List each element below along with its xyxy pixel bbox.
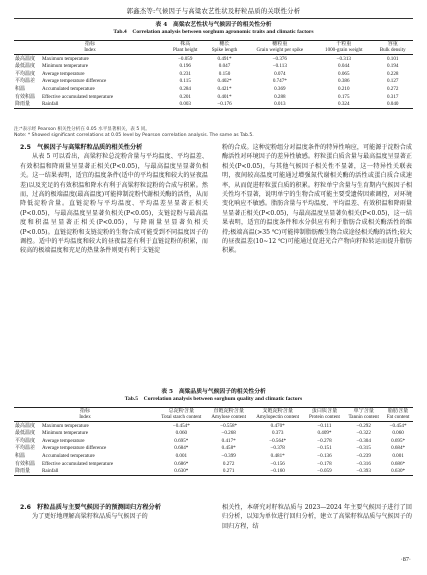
table4-header-row <box>14 41 413 55</box>
table-cell: −0.316 <box>356 460 371 467</box>
t5-row-label <box>14 445 156 453</box>
table-cell: 0.401* <box>217 93 232 100</box>
section25-heading: 2.5 气候因子与高粱籽粒品质的相关性分析 <box>20 144 143 151</box>
table-row <box>14 467 413 475</box>
table-cell: 0.231 <box>179 70 191 77</box>
table-cell: 0.065 <box>338 70 350 77</box>
t5-column-header <box>207 408 251 422</box>
table-cell: 0.630* <box>383 467 413 475</box>
table-cell: −0.059 <box>305 467 345 475</box>
table-cell: 0.201 <box>179 93 191 100</box>
table-cell: −0.136 <box>317 453 332 459</box>
t4-column-header-zh: 穗粒重 <box>272 40 288 47</box>
table-cell: 0.210 <box>338 86 350 92</box>
table-cell: 0.272 <box>222 460 235 467</box>
row-label-en: Maximum temperature <box>42 422 89 429</box>
row-label-en: Rainfall <box>42 468 59 475</box>
table-row <box>14 445 413 453</box>
t4-row-label <box>14 55 166 63</box>
table-cell: 0.284 <box>179 86 191 92</box>
t4-row-label <box>14 85 166 93</box>
table-cell: −0.268 <box>221 430 236 437</box>
table-cell: 0.695* <box>174 437 189 444</box>
row-label-zh: 降雨量 <box>15 468 31 475</box>
t5-column-header-en: Amylopectin content <box>256 413 300 420</box>
table-cell: 0.175 <box>338 93 350 100</box>
section25-paragraph-cont: 粉的合成。这种淀粉组分对温度条件的特异性响应，可能源于淀粉合成酶活性对环境因子的差异性敏感。籽粒蛋白质含量与最高温度呈显著正相关(P<0.05)，与其他气候因子相关性不显著，这一特异性关联表明，夜间较高温度可能通过增强氮代谢相关酶的活性或蛋白质合成速率，从而促进籽粒蛋白质的积累。籽粒单宁含量与生育期内气候因子相关性均不显著，说明单宁的生物合成可能主要受遗传因素调控，对环境变化响应不敏感。脂肪含量与平均温度、平均温差、有效积温和降雨量呈显著正相关(P<0.05)，与最高温度呈显著负相关(P<0.05)，这一结果表明，适宜的温度条件和水分供应有利于脂肪合成相关酶活性的维持;极端高温(>35 ℃)可能抑制脂肪酸生物合成途径相关酶的活性;较大的昼夜温差(10~12 ℃)可能通过促进光合产物向籽粒转运而提升脂肪积累。 <box>222 144 412 255</box>
row-label-en: Average temperature difference <box>42 78 107 85</box>
table-cell: −0.454* <box>172 422 190 429</box>
table-cell: 0.458* <box>221 445 236 452</box>
table-row <box>14 63 413 71</box>
table-cell: 0.470* <box>270 422 285 429</box>
t4-row-label <box>14 70 166 78</box>
table-row <box>14 460 413 468</box>
row-label-en: Effective accumulated temperature <box>42 460 114 467</box>
table-row <box>14 437 413 445</box>
header-rule <box>14 18 413 19</box>
section26-paragraph-cont: 相关性，本研究对籽粒品质与 2023—2024 年主要气候因子进行了回归分析，以知为单位进行回归分析，建立了高粱籽粒品质与气候因子的回归方程，结 <box>222 504 412 530</box>
t4-column-header-en: Bulk density <box>379 46 406 53</box>
row-label-zh: 最高温度 <box>15 55 36 62</box>
table-cell: 0.324 <box>315 100 372 108</box>
table5 <box>14 407 413 476</box>
table-row <box>14 85 413 93</box>
table-cell: −0.393 <box>344 467 383 475</box>
table4-note-zh: 注:*表示经 Pearson 相关性分析在 0.05 水平显著相关，表 5 同。 <box>14 127 150 132</box>
table-cell: 0.101 <box>386 55 399 62</box>
running-header: 郭鑫杰等:气候因子与高粱农艺性状及籽粒品质的关联性分析 <box>126 7 301 15</box>
table4-caption <box>14 22 413 36</box>
t5-column-header <box>305 408 345 422</box>
row-label-zh: 平均温度 <box>15 437 36 444</box>
table-cell: 0.684* <box>174 445 189 452</box>
t4-column-header-en: Grain weight per spike <box>256 46 304 53</box>
table4-note <box>14 127 254 139</box>
table-row <box>14 93 413 101</box>
t4-row-label <box>14 100 166 108</box>
table4-caption-en: Tab.4 Correlation analysis between sorghum agronomic traits and climatic factors <box>113 29 314 35</box>
row-label-en: Minimum temperature <box>42 430 88 437</box>
section26-paragraph: 为了更好地理解高粱籽粒品质与气候因子的 <box>32 513 148 521</box>
table5-caption-en: Tab.5 Correlation analysis between sorghum quality and climatic factors <box>124 396 303 402</box>
t4-column-header-en: Plant height <box>172 46 198 53</box>
table-cell: −0.315 <box>356 445 371 452</box>
t5-row-label <box>14 422 156 430</box>
table-cell: −0.178 <box>317 460 332 467</box>
table-cell: −0.239 <box>356 453 371 459</box>
row-label-en: Rainfall <box>42 101 59 108</box>
row-label-zh: 平均温差 <box>15 445 36 452</box>
section26-right-column <box>222 503 412 531</box>
table-cell: −0.292 <box>356 422 371 429</box>
table-cell: −0.113 <box>272 63 287 70</box>
table5-index-en: Index <box>79 413 91 420</box>
table4-note-en: Note: * Showed significant correlations at 0.05 level by Pearson correlation analysis. The same as Tab.5. <box>14 133 254 138</box>
table4-body <box>14 55 413 109</box>
table-cell: −0.558* <box>220 422 238 429</box>
t5-column-header <box>251 408 305 422</box>
table-cell: 0.684* <box>391 445 406 452</box>
table-cell: −0.399 <box>221 453 236 459</box>
t4-row-label <box>14 93 166 101</box>
t5-column-header <box>344 408 383 422</box>
page-number: ·87· <box>400 556 411 563</box>
table-cell: 0.272 <box>386 86 399 92</box>
table-cell: 0.074 <box>274 70 286 77</box>
table-cell: 0.060 <box>392 430 404 437</box>
t5-column-header-en: Fat content <box>386 413 410 420</box>
table-cell: 0.417* <box>221 437 236 444</box>
table-cell: −0.156 <box>270 460 285 467</box>
t4-row-label <box>14 78 166 86</box>
t4-column-header <box>372 41 413 55</box>
table5-caption-zh: 表 5 高粱品质与气候因子的相关性分析 <box>161 389 266 395</box>
t5-column-header <box>383 408 413 422</box>
table-cell: 0.228 <box>386 70 399 77</box>
table4-index-header <box>14 41 166 55</box>
table-cell: 0.630* <box>156 467 207 475</box>
table-cell: −0.313 <box>336 55 351 62</box>
t5-column-header-zh: 总淀粉含量 <box>168 407 195 414</box>
t4-column-header-zh: 千粒重 <box>336 40 352 47</box>
table4 <box>14 40 413 109</box>
table-cell: 0.369 <box>274 86 286 92</box>
row-label-en: Average temperature <box>42 70 85 77</box>
table-cell: 0.491* <box>217 55 232 62</box>
table-cell: 0.686* <box>391 460 406 467</box>
table-cell: 0.047 <box>218 63 231 70</box>
row-label-zh: 平均温差 <box>15 78 36 85</box>
table-cell: 0.288 <box>274 93 286 100</box>
table-cell: 0.481* <box>270 453 285 459</box>
table-cell: −0.304 <box>356 437 371 444</box>
table-cell: 0.044 <box>338 63 350 70</box>
row-label-zh: 最低温度 <box>15 430 36 437</box>
table-row <box>14 70 413 78</box>
table-cell: 0.373 <box>271 430 284 437</box>
table-cell: −0.564* <box>269 437 287 444</box>
row-label-zh: 积温 <box>15 453 26 459</box>
row-label-zh: 最低温度 <box>15 63 36 70</box>
table-cell: 0.001 <box>175 453 188 459</box>
table-cell: 0.003 <box>166 100 204 108</box>
t4-column-header <box>166 41 204 55</box>
table-cell: 0.386 <box>338 78 350 85</box>
table4-index-zh: 指标 <box>84 40 96 47</box>
table5-index-zh: 指标 <box>79 407 91 414</box>
table-cell: −0.176 <box>204 100 244 108</box>
table-cell: −0.111 <box>317 422 332 429</box>
table-cell: 0.271 <box>207 467 251 475</box>
section25-paragraph: 从表 5 可以看出，高粱籽粒总淀粉含量与平均温度、平均温差、有效积温和降雨量呈显著正相关(P<0.05)，与最高温度呈显著负相关。这一结果表明，适宜的温度条件(适中的平均温度和较大的昼夜温差)以及充足的有效积温和降水有利于高粱籽粒淀粉的合成与积累。然而，过高的极端温度(最高温度)可能抑制淀粉代谢相关酶的活性，从而降低淀粉含量。直链淀粉与平均温度、平均温差呈显著正相关(P<0.05)，与最高温度呈显著负相关(P<0.05)，支链淀粉与最高温度和积温呈显著正相关(P<0.05)，与降雨量呈显著负相关(P<0.05)。直链淀粉和支链淀粉的生物合成可能受到不同温度因子的调控。适中的平均温度和较大的昼夜温差有利于直链淀粉的积累，而较高的极端温度和充足的热量条件则更有利于支链淀 <box>20 153 208 255</box>
t4-column-header <box>204 41 244 55</box>
section26-left-column <box>20 503 208 522</box>
row-label-en: Minimum temperature <box>42 63 88 70</box>
table-cell: 0.060 <box>175 430 188 437</box>
t5-row-label <box>14 467 156 475</box>
table-cell: −0.160 <box>251 467 305 475</box>
row-label-zh: 积温 <box>15 86 26 92</box>
row-label-zh: 平均温度 <box>15 70 36 77</box>
t4-column-header-zh: 穗长 <box>219 40 230 47</box>
t4-column-header <box>315 41 372 55</box>
table-cell: 0.013 <box>245 100 316 108</box>
t5-column-header-zh: 脂肪含量 <box>387 407 409 414</box>
row-label-en: Average temperature <box>42 437 85 444</box>
row-label-zh: 有效积温 <box>15 460 36 467</box>
table-cell: 0.001 <box>392 453 404 459</box>
t5-column-header-en: Protein content <box>308 413 340 420</box>
table-cell: 0.194 <box>386 63 399 70</box>
row-label-en: Maximum temperature <box>42 55 89 62</box>
t4-row-label <box>14 63 166 71</box>
table4-index-en: Index <box>84 46 96 53</box>
table-row <box>14 100 413 108</box>
t5-column-header-en: Amylose content <box>211 413 246 420</box>
table-cell: 0.115 <box>179 78 191 85</box>
table-row <box>14 430 413 438</box>
table-cell: 0.695* <box>391 437 406 444</box>
row-label-en: Average temperature difference <box>42 445 107 452</box>
table-cell: 0.127 <box>386 78 399 85</box>
table-row <box>14 422 413 430</box>
t5-column-header-zh: 支链淀粉含量 <box>262 407 293 414</box>
table-cell: 0.040 <box>372 100 413 108</box>
t5-column-header-en: Tannin content <box>348 413 379 420</box>
table-row <box>14 55 413 63</box>
table-row <box>14 78 413 86</box>
table-cell: −0.376 <box>272 55 287 62</box>
t4-column-header <box>245 41 316 55</box>
table-cell: 0.317 <box>386 93 399 100</box>
row-label-en: Accumulated temperature <box>42 453 95 459</box>
table-cell: 0.421* <box>217 86 232 92</box>
t5-column-header-zh: 蛋白质含量 <box>311 407 338 414</box>
table-cell: 0.402* <box>217 78 232 85</box>
row-label-zh: 降雨量 <box>15 101 31 108</box>
table4-caption-zh: 表 4 高粱农艺性状与气候因子的相关性分析 <box>155 22 272 28</box>
row-label-en: Effective accumulated temperature <box>42 93 114 100</box>
t5-row-label <box>14 452 156 460</box>
table-cell: −0.378 <box>270 445 285 452</box>
table-row <box>14 452 413 460</box>
t5-column-header-zh: 直链淀粉含量 <box>213 407 244 414</box>
t4-column-header-en: 1000-grain weight <box>325 46 363 53</box>
t4-column-header-zh: 容重 <box>387 40 398 47</box>
table-cell: 0.686* <box>174 460 189 467</box>
table-cell: −0.278 <box>317 437 332 444</box>
section26-heading: 2.6 籽粒品质与主要气候因子的预测回归方程分析 <box>20 504 161 511</box>
row-label-zh: 最高温度 <box>15 422 36 429</box>
table5-body <box>14 422 413 476</box>
t5-row-label <box>14 430 156 438</box>
table-cell: 0.747* <box>272 78 287 85</box>
table5-header-row <box>14 408 413 422</box>
table-cell: 0.150 <box>218 70 231 77</box>
table-cell: 0.196 <box>179 63 191 70</box>
t5-column-header-zh: 单宁含量 <box>353 407 374 414</box>
t5-row-label <box>14 460 156 468</box>
t5-column-header-en: Total starch content <box>161 413 202 420</box>
table-cell: −0.454* <box>389 422 407 429</box>
t4-column-header-en: Spike length <box>211 46 238 53</box>
t5-column-header <box>156 408 207 422</box>
t5-row-label <box>14 437 156 445</box>
section25-right-column <box>222 143 412 256</box>
section25-left-column <box>20 143 208 256</box>
table-cell: −0.151 <box>317 445 332 452</box>
table5-caption <box>14 389 413 403</box>
table-cell: −0.059 <box>178 55 193 62</box>
table5-index-header <box>14 408 156 422</box>
table-cell: −0.322 <box>356 430 371 437</box>
t4-column-header-zh: 株高 <box>180 40 191 47</box>
row-label-en: Accumulated temperature <box>42 86 95 92</box>
row-label-zh: 有效积温 <box>15 93 36 100</box>
table-cell: 0.409* <box>317 430 332 437</box>
